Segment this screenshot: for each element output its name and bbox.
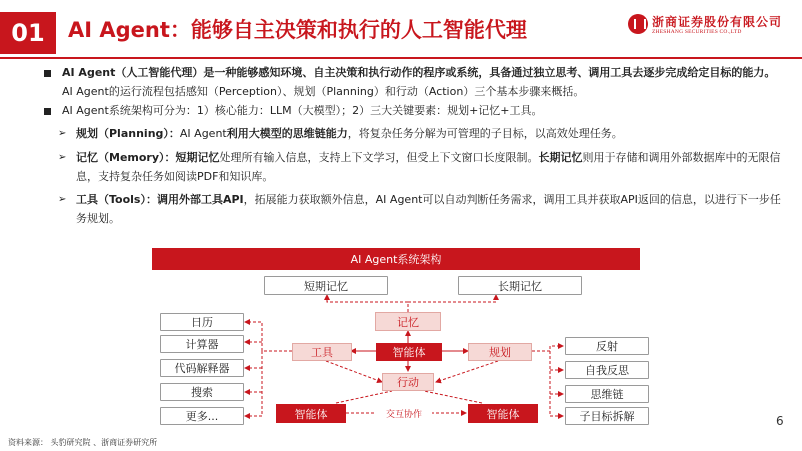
arrow-bullet-icon: ➢: [58, 128, 67, 139]
memory-text-1: 处理所有输入信息，支持上下文学习，但受上下文窗口长度限制。: [219, 151, 539, 164]
logo-en-text: ZHESHANG SECURITIES CO.,LTD: [652, 29, 742, 35]
memory-text-2: 则用于存储和调用外部数据库中的无限信息，支持复杂任务如阅读PDF和知识库。: [76, 151, 781, 183]
agent-left-box: 智能体: [276, 404, 346, 423]
tool-item-search: 搜索: [160, 383, 244, 401]
plan-item-subgoal-decomposition: 子目标拆解: [565, 407, 649, 425]
diagram-title: AI Agent系统架构: [152, 248, 640, 270]
agent-center-box: 智能体: [376, 343, 442, 361]
memory-bold-2: 长期记忆: [538, 151, 583, 164]
planning-text-1: AI Agent: [179, 127, 227, 140]
long-memory-box: 长期记忆: [458, 276, 582, 295]
plan-item-reflection: 反射: [565, 337, 649, 355]
tool-item-more: 更多...: [160, 407, 244, 425]
logo-cn-text: 浙商证券股份有限公司: [652, 15, 783, 29]
tool-item-code-interpreter: 代码解释器: [160, 359, 244, 377]
memory-bold-1: 短期记忆: [175, 151, 220, 164]
page-title: AI Agent：能够自主决策和执行的人工智能代理: [68, 18, 527, 42]
tools-label: 工具（Tools）：: [76, 193, 157, 206]
plan-item-self-reflection: 自我反思: [565, 361, 649, 379]
planning-bold: 利用大模型的思维链能力: [226, 127, 348, 140]
tool-item-calculator: 计算器: [160, 335, 244, 353]
page-number: 6: [776, 414, 784, 428]
planning-text-2: ，将复杂任务分解为可管理的子目标，以高效处理任务。: [347, 127, 623, 140]
tools-box: 工具: [292, 343, 352, 361]
intro-bold: AI Agent（人工智能代理）是一种能够感知环境、自主决策和执行动作的程序或系统，具备通过独立思考、调用工具去逐步完成给定目标的能力。: [62, 66, 776, 79]
memory-box: 记忆: [375, 312, 441, 331]
agent-right-box: 智能体: [468, 404, 538, 423]
plan-item-chain-of-thought: 思维链: [565, 385, 649, 403]
tools-text: ，拓展能力获取额外信息，AI Agent可以自动判断任务需求，调用工具并获取API返回的信息，以进行下一步任务规划。: [76, 193, 781, 225]
short-memory-box: 短期记忆: [264, 276, 388, 295]
section-number: 01: [0, 12, 56, 54]
arrow-bullet-icon: ➢: [58, 194, 67, 205]
memory-label: 记忆（Memory）：: [76, 151, 176, 164]
planning-box: 规划: [468, 343, 532, 361]
tool-item-calendar: 日历: [160, 313, 244, 331]
arrow-bullet-icon: ➢: [58, 152, 67, 163]
action-box: 行动: [382, 373, 434, 391]
tools-bold: 调用外部工具API: [156, 193, 244, 206]
source-note: 资料来源： 头豹研究院 、浙商证券研究所: [8, 438, 158, 447]
planning-label: 规划（Planning）：: [76, 127, 180, 140]
intro-rest: AI Agent的运行流程包括感知（Perception）、规划（Planning）和行动（Action）三个基本步骤来概括。: [62, 85, 585, 98]
paragraph-architecture: AI Agent系统架构可分为：1）核心能力：LLM（大模型）；2）三大关键要素：规划+记忆+工具。: [62, 104, 543, 117]
interaction-label: 交互协作: [376, 402, 432, 428]
